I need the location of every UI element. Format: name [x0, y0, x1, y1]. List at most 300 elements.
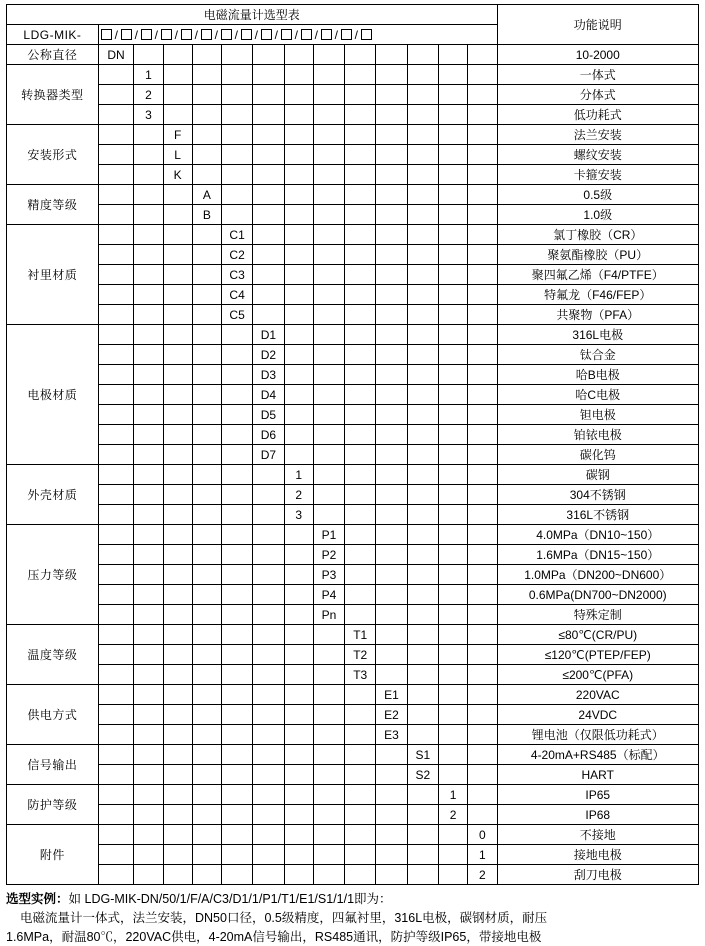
model-code-boxes[interactable]	[98, 25, 497, 45]
empty-cell	[284, 245, 313, 265]
empty-cell	[253, 785, 284, 805]
empty-cell	[221, 85, 252, 105]
empty-cell	[253, 845, 284, 865]
empty-cell	[134, 385, 163, 405]
empty-cell	[407, 325, 438, 345]
empty-cell	[221, 65, 252, 85]
empty-cell	[98, 265, 133, 285]
table-row	[7, 125, 699, 145]
empty-cell	[163, 505, 192, 525]
code-cell[interactable]: 1	[284, 465, 313, 485]
empty-cell	[376, 65, 407, 85]
empty-cell	[345, 45, 376, 65]
empty-cell	[192, 225, 221, 245]
code-cell[interactable]: T1	[345, 625, 376, 645]
empty-cell	[468, 125, 497, 145]
empty-cell	[468, 185, 497, 205]
table-row	[7, 725, 699, 745]
description-cell: 氯丁橡胶（CR）	[497, 225, 699, 245]
code-cell[interactable]: D2	[253, 345, 284, 365]
empty-cell	[98, 105, 133, 125]
empty-cell	[221, 325, 252, 345]
empty-cell	[192, 725, 221, 745]
description-cell: ≤80℃(CR/PU)	[497, 625, 699, 645]
empty-cell	[192, 485, 221, 505]
code-cell[interactable]: L	[163, 145, 192, 165]
empty-cell	[192, 245, 221, 265]
code-cell[interactable]: DN	[98, 45, 133, 65]
empty-cell	[192, 405, 221, 425]
description-cell: HART	[497, 765, 699, 785]
code-cell[interactable]: C1	[221, 225, 252, 245]
table-row	[7, 585, 699, 605]
code-cell[interactable]: S1	[407, 745, 438, 765]
empty-cell	[407, 105, 438, 125]
empty-cell	[407, 865, 438, 885]
empty-cell	[192, 285, 221, 305]
empty-cell	[438, 685, 467, 705]
empty-cell	[438, 765, 467, 785]
table-row	[7, 385, 699, 405]
empty-cell	[253, 565, 284, 585]
empty-cell	[468, 425, 497, 445]
empty-cell	[134, 265, 163, 285]
empty-cell	[438, 865, 467, 885]
empty-cell	[253, 145, 284, 165]
code-cell[interactable]: 2	[134, 85, 163, 105]
code-cell[interactable]: S2	[407, 765, 438, 785]
code-cell[interactable]: D3	[253, 365, 284, 385]
empty-cell	[468, 285, 497, 305]
empty-cell	[253, 685, 284, 705]
empty-cell	[134, 365, 163, 385]
empty-cell	[438, 265, 467, 285]
empty-cell	[376, 585, 407, 605]
empty-cell	[376, 285, 407, 305]
code-cell[interactable]: 0	[468, 825, 497, 845]
code-separator: /	[154, 27, 158, 42]
description-cell: 特氟龙（F46/FEP）	[497, 285, 699, 305]
empty-cell	[163, 685, 192, 705]
empty-cell	[98, 625, 133, 645]
empty-cell	[438, 45, 467, 65]
code-cell[interactable]: F	[163, 125, 192, 145]
empty-cell	[407, 605, 438, 625]
empty-cell	[345, 825, 376, 845]
empty-cell	[134, 465, 163, 485]
empty-cell	[407, 805, 438, 825]
empty-cell	[284, 85, 313, 105]
table-row	[7, 565, 699, 585]
empty-cell	[313, 745, 344, 765]
empty-cell	[407, 305, 438, 325]
table-title: 电磁流量计选型表	[7, 5, 498, 25]
empty-cell	[313, 45, 344, 65]
description-cell: 4-20mA+RS485（标配）	[497, 745, 699, 765]
code-cell[interactable]: 2	[284, 485, 313, 505]
empty-cell	[253, 665, 284, 685]
empty-cell	[376, 325, 407, 345]
model-prefix-label: LDG-MIK-	[7, 25, 99, 45]
empty-cell	[163, 765, 192, 785]
empty-cell	[253, 205, 284, 225]
empty-cell	[313, 825, 344, 845]
category-label: 压力等级	[7, 525, 99, 625]
empty-cell	[192, 125, 221, 145]
empty-cell	[98, 85, 133, 105]
code-cell[interactable]: P1	[313, 525, 344, 545]
empty-cell	[192, 445, 221, 465]
empty-cell	[221, 545, 252, 565]
code-box[interactable]	[341, 29, 352, 40]
code-cell[interactable]: Pn	[313, 605, 344, 625]
empty-cell	[221, 645, 252, 665]
empty-cell	[221, 805, 252, 825]
empty-cell	[134, 145, 163, 165]
code-box[interactable]	[181, 29, 192, 40]
code-cell[interactable]: K	[163, 165, 192, 185]
description-cell: 哈C电极	[497, 385, 699, 405]
empty-cell	[163, 525, 192, 545]
empty-cell	[284, 285, 313, 305]
table-row	[7, 185, 699, 205]
empty-cell	[407, 185, 438, 205]
description-cell: 铂铱电极	[497, 425, 699, 445]
description-cell: 卡箍安装	[497, 165, 699, 185]
empty-cell	[468, 805, 497, 825]
category-label: 精度等级	[7, 185, 99, 225]
empty-cell	[438, 645, 467, 665]
code-box[interactable]	[301, 29, 312, 40]
code-cell[interactable]: B	[192, 205, 221, 225]
empty-cell	[313, 445, 344, 465]
code-separator: /	[314, 27, 318, 42]
empty-cell	[345, 725, 376, 745]
empty-cell	[407, 365, 438, 385]
empty-cell	[376, 405, 407, 425]
empty-cell	[407, 505, 438, 525]
empty-cell	[313, 625, 344, 645]
code-cell[interactable]: P2	[313, 545, 344, 565]
empty-cell	[313, 265, 344, 285]
table-row	[7, 405, 699, 425]
empty-cell	[345, 365, 376, 385]
empty-cell	[221, 765, 252, 785]
empty-cell	[345, 845, 376, 865]
description-cell: 316L不锈钢	[497, 505, 699, 525]
code-cell[interactable]: E1	[376, 685, 407, 705]
empty-cell	[407, 145, 438, 165]
description-cell: 1.0级	[497, 205, 699, 225]
code-cell[interactable]: E3	[376, 725, 407, 745]
table-row	[7, 165, 699, 185]
code-separator: /	[114, 27, 118, 42]
description-cell: ≤200℃(PFA)	[497, 665, 699, 685]
empty-cell	[134, 525, 163, 545]
empty-cell	[134, 785, 163, 805]
empty-cell	[163, 825, 192, 845]
empty-cell	[345, 425, 376, 445]
empty-cell	[438, 65, 467, 85]
code-box[interactable]	[101, 29, 112, 40]
empty-cell	[438, 605, 467, 625]
table-row	[7, 445, 699, 465]
code-cell[interactable]: D5	[253, 405, 284, 425]
table-row	[7, 105, 699, 125]
empty-cell	[407, 705, 438, 725]
code-box[interactable]	[261, 29, 272, 40]
empty-cell	[98, 205, 133, 225]
empty-cell	[407, 405, 438, 425]
empty-cell	[345, 405, 376, 425]
code-cell[interactable]: D1	[253, 325, 284, 345]
empty-cell	[284, 665, 313, 685]
empty-cell	[376, 785, 407, 805]
empty-cell	[438, 625, 467, 645]
code-box[interactable]	[361, 29, 372, 40]
empty-cell	[98, 645, 133, 665]
empty-cell	[407, 825, 438, 845]
code-cell[interactable]: C2	[221, 245, 252, 265]
code-cell[interactable]: T3	[345, 665, 376, 685]
empty-cell	[376, 105, 407, 125]
example-title-rest: 如 LDG-MIK-DN/50/1/F/A/C3/D1/1/P1/T1/E1/S1/1/1即为：	[68, 892, 392, 906]
code-box[interactable]	[201, 29, 212, 40]
model-selection-table	[6, 4, 699, 885]
description-cell: 0.6MPa(DN700~DN2000)	[497, 585, 699, 605]
empty-cell	[134, 685, 163, 705]
code-cell[interactable]: T2	[345, 645, 376, 665]
code-cell[interactable]: 3	[284, 505, 313, 525]
description-cell: 刮刀电极	[497, 865, 699, 885]
empty-cell	[313, 505, 344, 525]
empty-cell	[313, 325, 344, 345]
code-cell[interactable]: 1	[468, 845, 497, 865]
code-separator: /	[134, 27, 138, 42]
empty-cell	[134, 645, 163, 665]
empty-cell	[163, 785, 192, 805]
code-box[interactable]	[221, 29, 232, 40]
empty-cell	[407, 725, 438, 745]
empty-cell	[163, 805, 192, 825]
code-separator: /	[174, 27, 178, 42]
empty-cell	[345, 105, 376, 125]
empty-cell	[163, 225, 192, 245]
empty-cell	[284, 585, 313, 605]
empty-cell	[192, 265, 221, 285]
code-cell[interactable]: E2	[376, 705, 407, 725]
code-box[interactable]	[161, 29, 172, 40]
description-cell: 不接地	[497, 825, 699, 845]
empty-cell	[345, 185, 376, 205]
empty-cell	[221, 405, 252, 425]
empty-cell	[134, 805, 163, 825]
empty-cell	[313, 285, 344, 305]
empty-cell	[163, 745, 192, 765]
empty-cell	[163, 865, 192, 885]
code-cell[interactable]: D7	[253, 445, 284, 465]
empty-cell	[376, 45, 407, 65]
empty-cell	[192, 845, 221, 865]
empty-cell	[284, 765, 313, 785]
empty-cell	[284, 685, 313, 705]
empty-cell	[438, 665, 467, 685]
code-cell[interactable]: 1	[134, 65, 163, 85]
empty-cell	[192, 625, 221, 645]
empty-cell	[407, 265, 438, 285]
empty-cell	[98, 245, 133, 265]
empty-cell	[468, 345, 497, 365]
empty-cell	[313, 725, 344, 745]
code-separator: /	[254, 27, 258, 42]
code-cell[interactable]: 3	[134, 105, 163, 125]
description-cell: 10-2000	[497, 45, 699, 65]
empty-cell	[468, 705, 497, 725]
table-row	[7, 245, 699, 265]
table-row	[7, 525, 699, 545]
empty-cell	[376, 865, 407, 885]
empty-cell	[221, 425, 252, 445]
empty-cell	[438, 705, 467, 725]
empty-cell	[284, 325, 313, 345]
empty-cell	[192, 825, 221, 845]
empty-cell	[313, 245, 344, 265]
empty-cell	[163, 705, 192, 725]
code-cell[interactable]: 2	[468, 865, 497, 885]
empty-cell	[345, 545, 376, 565]
empty-cell	[284, 645, 313, 665]
empty-cell	[221, 665, 252, 685]
empty-cell	[313, 685, 344, 705]
empty-cell	[221, 685, 252, 705]
table-row	[7, 665, 699, 685]
code-cell[interactable]: D4	[253, 385, 284, 405]
empty-cell	[253, 765, 284, 785]
empty-cell	[163, 645, 192, 665]
empty-cell	[192, 605, 221, 625]
example-body-line2: 1.6MPa，耐温80℃，220VAC供电，4-20mA信号输出，RS485通讯，防护等级IP65，带接地电极	[6, 930, 542, 944]
empty-cell	[253, 645, 284, 665]
empty-cell	[468, 665, 497, 685]
empty-cell	[345, 305, 376, 325]
empty-cell	[134, 425, 163, 445]
empty-cell	[163, 365, 192, 385]
empty-cell	[192, 105, 221, 125]
code-box[interactable]	[121, 29, 132, 40]
empty-cell	[345, 325, 376, 345]
empty-cell	[468, 545, 497, 565]
empty-cell	[221, 185, 252, 205]
table-row	[7, 765, 699, 785]
empty-cell	[134, 825, 163, 845]
empty-cell	[192, 45, 221, 65]
table-row	[7, 365, 699, 385]
description-cell: 316L电极	[497, 325, 699, 345]
empty-cell	[313, 425, 344, 445]
empty-cell	[345, 385, 376, 405]
empty-cell	[376, 85, 407, 105]
empty-cell	[98, 465, 133, 485]
empty-cell	[407, 685, 438, 705]
empty-cell	[438, 845, 467, 865]
empty-cell	[98, 665, 133, 685]
code-cell[interactable]: C4	[221, 285, 252, 305]
category-label: 温度等级	[7, 625, 99, 685]
empty-cell	[468, 165, 497, 185]
empty-cell	[376, 765, 407, 785]
empty-cell	[407, 485, 438, 505]
empty-cell	[134, 245, 163, 265]
empty-cell	[221, 865, 252, 885]
empty-cell	[313, 845, 344, 865]
empty-cell	[163, 345, 192, 365]
empty-cell	[313, 205, 344, 225]
code-box[interactable]	[141, 29, 152, 40]
code-cell[interactable]: P3	[313, 565, 344, 585]
empty-cell	[376, 625, 407, 645]
code-box[interactable]	[241, 29, 252, 40]
empty-cell	[253, 45, 284, 65]
table-row	[7, 705, 699, 725]
empty-cell	[407, 285, 438, 305]
empty-cell	[438, 145, 467, 165]
code-cell[interactable]: A	[192, 185, 221, 205]
empty-cell	[163, 565, 192, 585]
empty-cell	[313, 385, 344, 405]
empty-cell	[468, 485, 497, 505]
empty-cell	[345, 285, 376, 305]
code-cell[interactable]: C5	[221, 305, 252, 325]
description-cell: 分体式	[497, 85, 699, 105]
code-box[interactable]	[281, 29, 292, 40]
empty-cell	[98, 405, 133, 425]
empty-cell	[438, 85, 467, 105]
code-cell[interactable]: C3	[221, 265, 252, 285]
example-title-line	[6, 891, 699, 908]
empty-cell	[407, 545, 438, 565]
empty-cell	[98, 585, 133, 605]
empty-cell	[407, 425, 438, 445]
empty-cell	[284, 865, 313, 885]
empty-cell	[221, 585, 252, 605]
code-box[interactable]	[321, 29, 332, 40]
code-cell[interactable]: 1	[438, 785, 467, 805]
empty-cell	[98, 525, 133, 545]
code-cell[interactable]: 2	[438, 805, 467, 825]
empty-cell	[134, 45, 163, 65]
example-title-bold: 选型实例：	[6, 892, 69, 906]
empty-cell	[163, 585, 192, 605]
empty-cell	[253, 825, 284, 845]
empty-cell	[468, 105, 497, 125]
empty-cell	[438, 205, 467, 225]
empty-cell	[438, 545, 467, 565]
empty-cell	[313, 765, 344, 785]
code-cell[interactable]: P4	[313, 585, 344, 605]
empty-cell	[253, 105, 284, 125]
empty-cell	[253, 165, 284, 185]
category-label: 转换器类型	[7, 65, 99, 125]
empty-cell	[221, 205, 252, 225]
empty-cell	[253, 865, 284, 885]
empty-cell	[438, 245, 467, 265]
empty-cell	[134, 485, 163, 505]
empty-cell	[345, 145, 376, 165]
code-cell[interactable]: D6	[253, 425, 284, 445]
category-label: 安装形式	[7, 125, 99, 185]
empty-cell	[163, 665, 192, 685]
empty-cell	[284, 365, 313, 385]
